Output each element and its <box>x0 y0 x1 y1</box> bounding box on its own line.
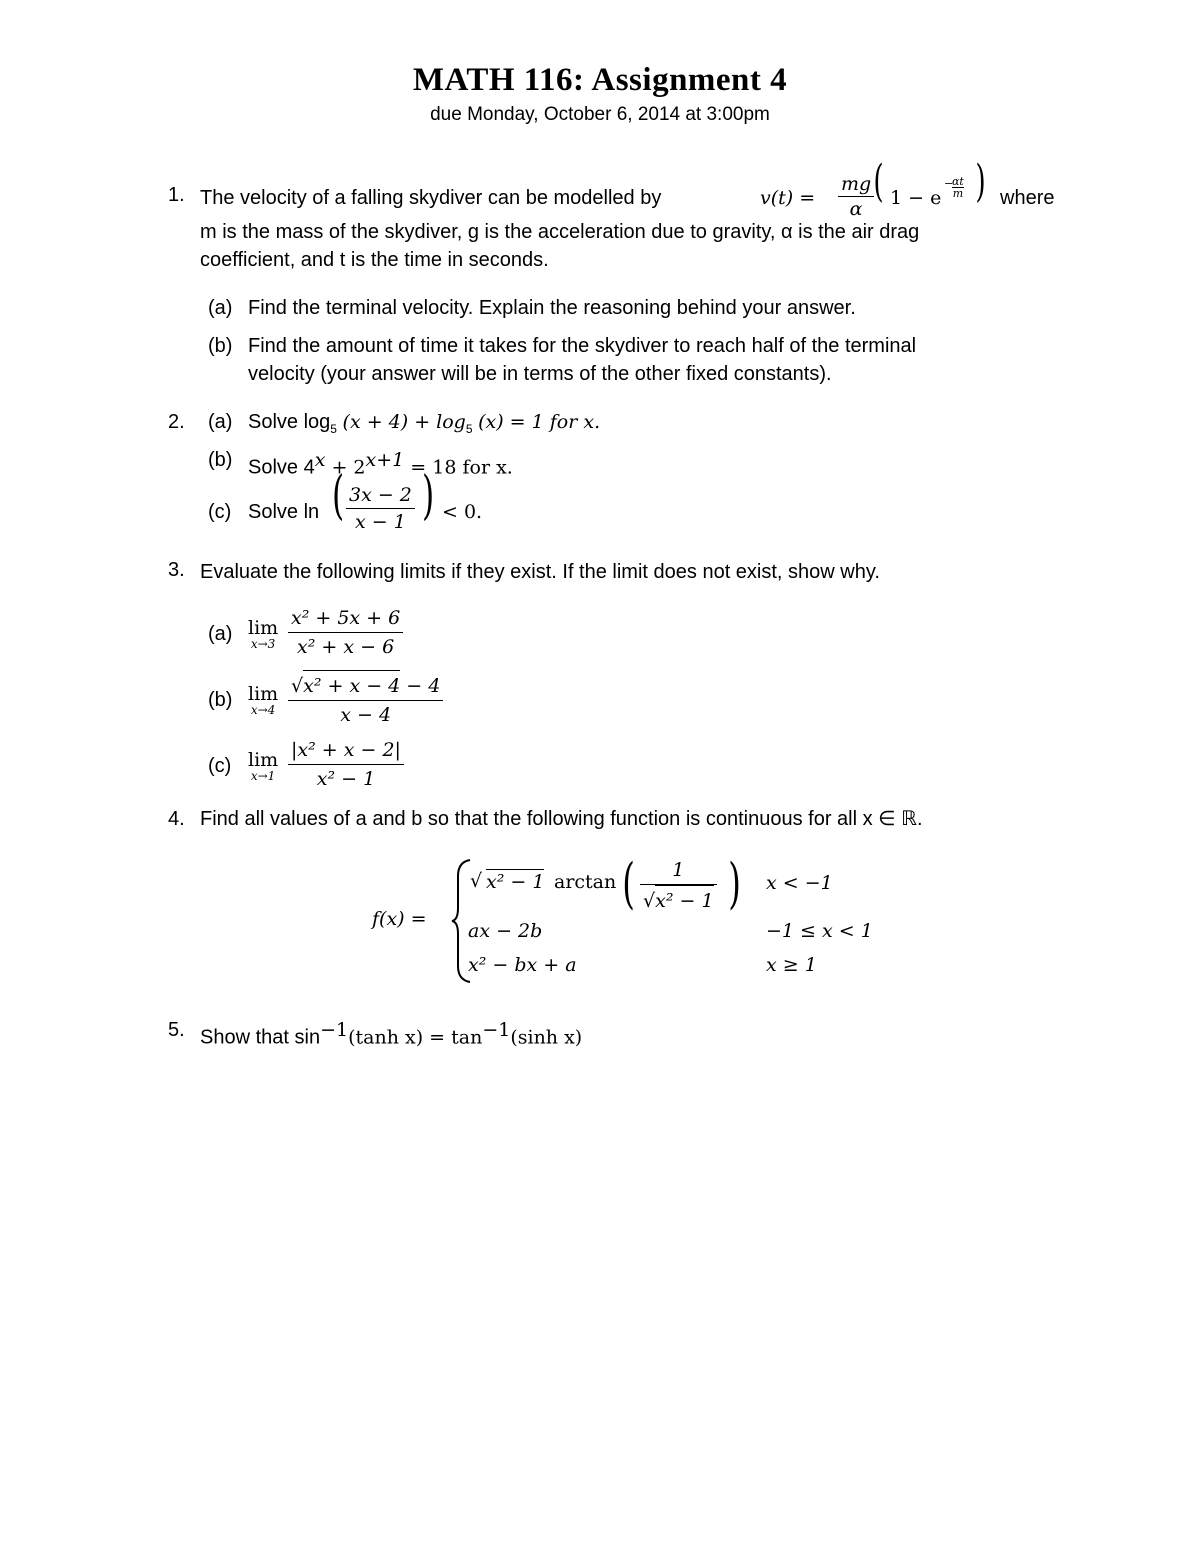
q2b-label: (b) <box>208 449 233 471</box>
page-title: MATH 116: Assignment 4 <box>412 62 788 98</box>
q4-number: 4. <box>168 808 185 830</box>
due-date: due Monday, October 6, 2014 at 3:00pm <box>430 104 770 125</box>
q3a-expr <box>248 604 448 664</box>
q5-number: 5. <box>168 1019 185 1041</box>
q3b-lim: lim x→4 <box>248 683 279 717</box>
q1-intro: The velocity of a falling skydiver can be modelled by <box>200 187 662 209</box>
q4-case2-expr: ax − 2b <box>468 920 543 942</box>
q1b-text-line2: velocity (your answer will be in terms of the other fixed constants). <box>248 363 832 385</box>
q4-case3-expr: x² − bx + a <box>468 954 577 976</box>
q4-lhs: f(x) = <box>372 908 427 930</box>
q1a-text: Find the terminal velocity. Explain the reasoning behind your answer. <box>248 297 856 319</box>
q2b-text: Solve $4^x + 2^{x+1} = 18$ for x. <box>248 449 513 479</box>
q2c-text: Solve ln ( $\frac{3x - 2}{x - 1}$ ) < 0. <box>248 466 483 533</box>
q4-case3-cond: x ≥ 1 <box>766 954 817 976</box>
q4-intro: Find all values of a and b so that the following function is continuous for all x ∈ ℝ. <box>200 808 923 830</box>
q3c-expr <box>248 736 448 796</box>
q2-number: 2. <box>168 411 185 433</box>
q2a-label: (a) <box>208 411 233 433</box>
q1-paren-inner: 1 − e <box>890 187 942 209</box>
q1-line3: coefficient, and t is the time in seconds. <box>200 249 549 271</box>
q3c-fraction: $\frac{\text{|x² + x − 2|}}{\text{x² − 1}}$ <box>288 736 404 793</box>
q3a-label: (a) <box>208 623 233 645</box>
q1-paren-left: ( <box>873 156 884 207</box>
q3c-lim: lim x→1 <box>248 749 279 783</box>
q3b-fraction: $\frac{\text{√x² + x − 4 − 4}}{x - 4}$ <box>288 670 443 729</box>
q3a-fraction: $\frac{\text{x² + 5x + 6}}{\text{x² + x − 6}}$ <box>288 604 403 661</box>
q1b-label: (b) <box>208 335 233 357</box>
q1-exponent: − αt m <box>944 175 964 200</box>
q1-formula-lhs: v(t) = <box>760 187 816 209</box>
q1-number: 1. <box>168 184 185 206</box>
q2c-fraction: $\frac{3x - 2}{x - 1}$ <box>346 482 415 535</box>
q3c-label: (c) <box>208 755 232 777</box>
q1-fraction: $\frac{mg}{\alpha}$ <box>838 172 874 221</box>
q1b-text-line1: Find the amount of time it takes for the skydiver to reach half of the terminal <box>248 335 917 357</box>
q5-text: Show that $\sin^{-1}(\tanh$ $x) = \tan^{-1}(\sinh$ x) <box>200 1019 583 1049</box>
q4-case2-cond: −1 ≤ x < 1 <box>766 920 873 942</box>
q1-paren-right: ) <box>975 156 986 207</box>
q2c-label: (c) <box>208 501 232 523</box>
q1-line2: m is the mass of the skydiver, g is the acceleration due to gravity, α is the air drag <box>200 221 920 243</box>
q3b-expr <box>248 670 468 730</box>
q2a-text: Solve $\log_5 (x + 4) + \log_5 (x) = 1$ for x. <box>248 411 601 436</box>
q4-case1-cond: x < −1 <box>766 872 833 894</box>
q4-case1-expr: √ x² − 1 arctan ( $\frac{1}{\text{√x² − 1}}$ ) <box>470 852 741 915</box>
q1a-label: (a) <box>208 297 233 319</box>
q4-case1-fraction: $\frac{1}{\text{√x² − 1}}$ <box>640 856 717 915</box>
q1-where: where <box>1000 187 1055 209</box>
q3b-label: (b) <box>208 689 233 711</box>
q3a-lim: lim x→3 <box>248 617 279 651</box>
q3-intro: Evaluate the following limits if they exist. If the limit does not exist, show why. <box>200 561 880 583</box>
q3-number: 3. <box>168 559 185 581</box>
